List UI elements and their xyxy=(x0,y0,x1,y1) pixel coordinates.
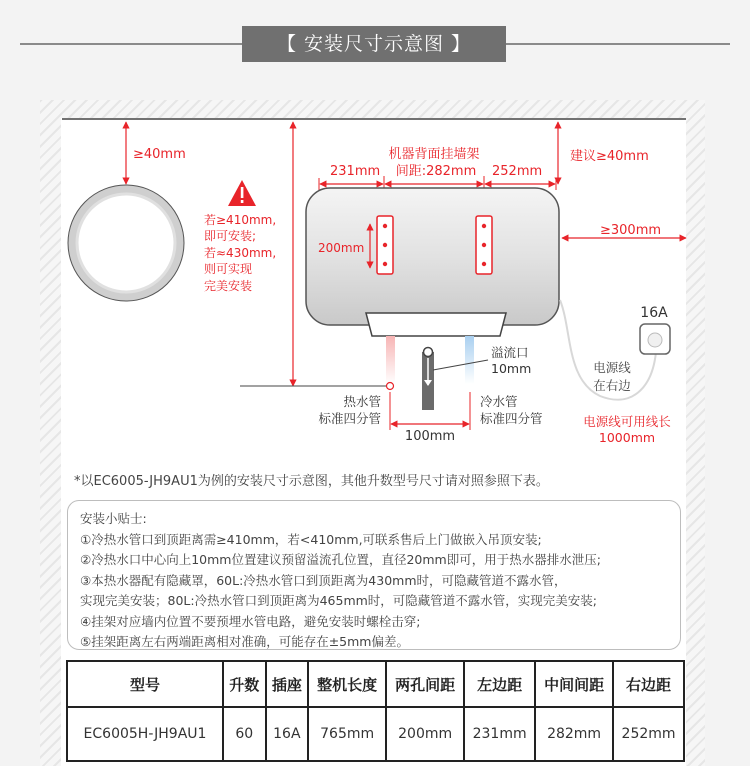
cold-pipe-label-2: 标准四分管 xyxy=(480,411,543,426)
overflow-leader xyxy=(433,360,488,370)
bracket-height-label: 200mm xyxy=(318,241,365,255)
right-mount-bracket xyxy=(476,216,492,274)
tip-line-2: ②冷热水口中心向上10mm位置建议预留溢流孔位置，直径20mm即可，用于热水器排水泄压; xyxy=(80,552,601,567)
cell-model: EC6005H-JH9AU1 xyxy=(67,707,223,761)
col-left-margin: 左边距 xyxy=(464,661,535,707)
cell-right-margin: 252mm xyxy=(613,707,684,761)
ceiling-note-1: 若≥410mm, xyxy=(204,213,277,227)
col-hole-spacing: 两孔间距 xyxy=(386,661,464,707)
ceiling-note-4: 则可实现 xyxy=(204,262,253,276)
tip-line-3: ③本热水器配有隐藏罩，60L:冷热水管口到顶距离为430mm时，可隐藏管道不露水管， xyxy=(80,572,567,588)
diagram-footnote: *以EC6005-JH9AU1为例的安装尺寸示意图，其他升数型号尺寸请对照参照下表。 xyxy=(74,474,549,489)
cell-socket: 16A xyxy=(266,707,309,761)
left-mount-bracket xyxy=(377,216,393,274)
overflow-pipe xyxy=(422,348,434,411)
top-gap-label: 建议≥40mm xyxy=(570,149,649,164)
power-cord-label-1: 电源线 xyxy=(593,360,631,375)
table-row xyxy=(67,707,684,761)
spec-table xyxy=(66,660,685,762)
cell-middle-spacing: 282mm xyxy=(535,707,613,761)
right-gap-label: ≥300mm xyxy=(600,223,662,238)
page-title: 【 安装尺寸示意图 】 xyxy=(242,26,506,62)
col-socket: 插座 xyxy=(266,661,309,707)
col-right-margin: 右边距 xyxy=(613,661,684,707)
ceiling-note-3: 若≈430mm, xyxy=(204,246,277,260)
overflow-label-1: 溢流口 xyxy=(491,345,529,360)
ceiling-note-5: 完美安装 xyxy=(204,279,253,293)
tips-title: 安装小贴士: xyxy=(80,511,147,526)
cord-length-label-1: 电源线可用线长 xyxy=(583,414,671,429)
ceiling-note-2: 即可安装; xyxy=(204,229,257,243)
installation-tips xyxy=(67,500,681,650)
socket-icon xyxy=(640,324,670,354)
cell-hole-spacing: 200mm xyxy=(386,707,464,761)
pipe-spacing-label: 100mm xyxy=(404,429,456,444)
heater-end-view xyxy=(68,185,184,301)
left-gap-label: ≥40mm xyxy=(133,147,186,162)
tip-line-6: ⑤挂架距离左右两端距离相对准确，可能存在±5mm偏差。 xyxy=(80,634,409,649)
mount-label-2: 间距:282mm xyxy=(395,164,477,179)
warning-icon xyxy=(228,180,256,206)
overflow-label-2: 10mm xyxy=(491,361,532,376)
cell-capacity: 60 xyxy=(223,707,266,761)
cold-pipe xyxy=(465,336,474,384)
col-capacity: 升数 xyxy=(223,661,266,707)
power-cord-label-2: 在右边 xyxy=(593,378,631,393)
tip-line-1: ①冷热水管口到顶距离需≥410mm，若<410mm,可联系售后上门做嵌入吊顶安装; xyxy=(80,531,542,547)
cell-length: 765mm xyxy=(308,707,386,761)
col-model: 型号 xyxy=(67,661,223,707)
mount-label-1: 机器背面挂墙架 xyxy=(388,147,480,162)
right-distance-label: 252mm xyxy=(492,164,543,179)
left-distance-label: 231mm xyxy=(330,164,381,179)
spec-table-header xyxy=(67,661,684,707)
col-length: 整机长度 xyxy=(308,661,386,707)
water-heater-tank xyxy=(306,188,559,336)
hot-pipe-outlet xyxy=(387,383,394,390)
hot-pipe xyxy=(386,336,395,384)
hot-pipe-label-2: 标准四分管 xyxy=(318,411,381,426)
tip-line-5: ④挂架对应墙内位置不要预埋水管电路，避免安装时螺栓击穿; xyxy=(80,613,421,629)
tip-line-4: 实现完美安装；80L:冷热水管口到顶距离为465mm时，可隐藏管道不露水管，实现完美安装; xyxy=(80,593,598,608)
cord-length-label-2: 1000mm xyxy=(598,430,656,445)
col-middle-spacing: 中间间距 xyxy=(535,661,613,707)
hot-pipe-label-1: 热水管 xyxy=(343,394,381,409)
socket-label: 16A xyxy=(640,305,668,321)
cell-left-margin: 231mm xyxy=(464,707,535,761)
cold-pipe-label-1: 冷水管 xyxy=(480,394,518,409)
